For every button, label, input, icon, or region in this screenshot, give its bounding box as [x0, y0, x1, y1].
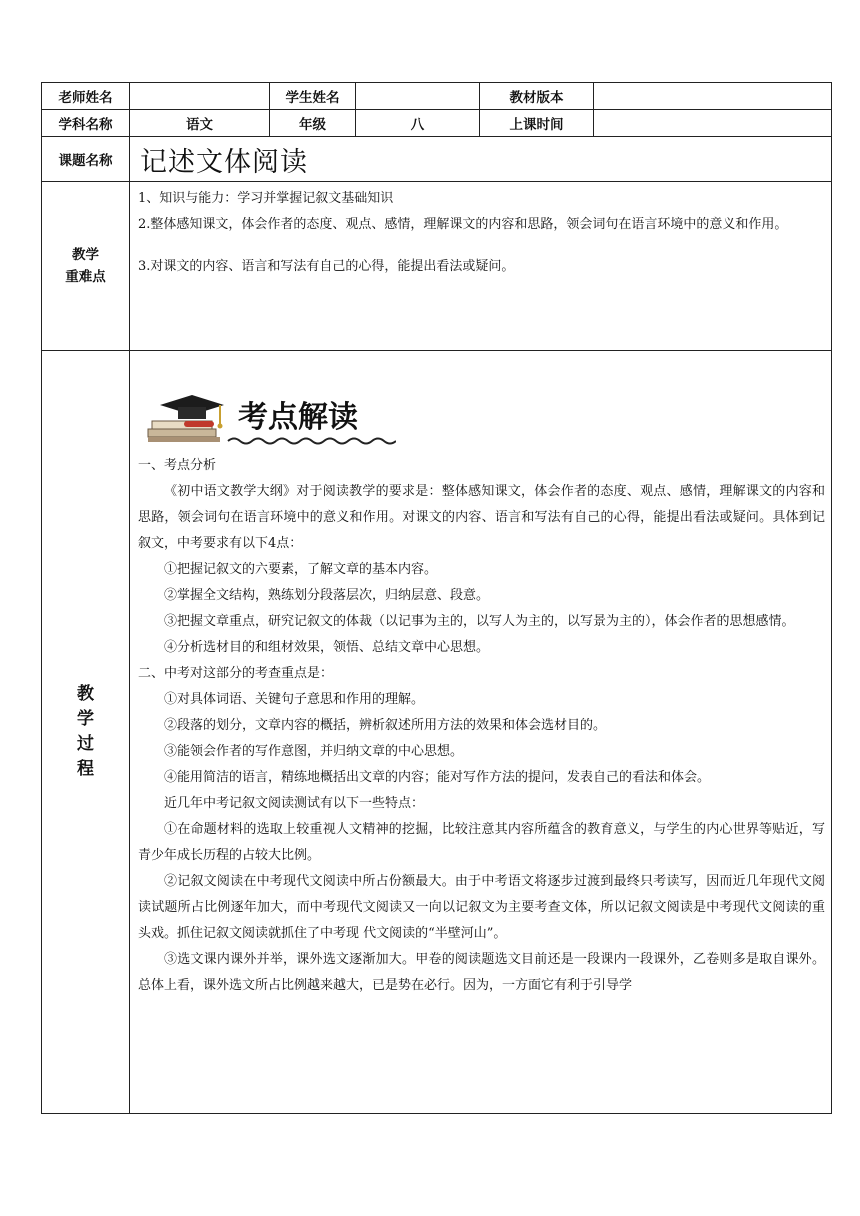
section-heading: 一、考点分析: [138, 458, 217, 473]
goals-label-line1: 教学: [72, 247, 99, 263]
list-item: ③选文课内课外并举，课外选文逐渐加大。甲卷的阅读题选文目前还是一段课内一段课外，乙卷则多是取自课外。总体上看，课外选文所占比例越来越大，已是势在必行。因为，一方面它有利于引导学: [138, 952, 825, 993]
textbook-edition-label: 教材版本: [480, 83, 594, 110]
banner-title: 考点解读: [238, 400, 358, 435]
goal-item-2: 2.整体感知课文，体会作者的态度、观点、感情，理解课文的内容和思路，领会词句在语言环境中的意义和作用。: [138, 217, 788, 232]
goal-item-1: 1、知识与能力：学习并掌握记叙文基础知识: [138, 191, 394, 206]
list-item: ①对具体词语、关键句子意思和作用的理解。: [164, 692, 425, 707]
list-item: ④能用简洁的语言，精练地概括出文章的内容；能对写作方法的提问，发表自己的看法和体会。: [164, 770, 711, 785]
goals-label: [42, 182, 130, 351]
grade-value: 八: [356, 110, 480, 137]
goals-label-line2: 重难点: [65, 269, 106, 285]
topic-label: 课题名称: [42, 137, 130, 182]
list-item: ①把握记叙文的六要素，了解文章的基本内容。: [164, 562, 438, 577]
list-item: ④分析选材目的和组材效果，领悟、总结文章中心思想。: [164, 640, 490, 655]
list-item: ③能领会作者的写作意图，并归纳文章的中心思想。: [164, 744, 464, 759]
class-time-value: [594, 110, 832, 137]
process-body: [138, 453, 825, 999]
goal-item-3: 3.对课文的内容、语言和写法有自己的心得，能提出看法或疑问。: [138, 259, 515, 274]
header-row-1: [42, 83, 832, 110]
student-name-value: [356, 83, 480, 110]
process-label-char-3: 过: [77, 734, 94, 754]
paragraph: 《初中语文教学大纲》对于阅读教学的要求是：整体感知课文，体会作者的态度、观点、感情，理解课文的内容和思路，领会词句在语言环境中的意义和作用。对课文的内容、语言和写法有自己的心得，能提出看法或疑问。具体到记叙文，中考要求有以下4点：: [138, 484, 825, 551]
process-label-char-2: 学: [77, 709, 94, 729]
list-item: ②掌握全文结构，熟练划分段落层次，归纳层意、段意。: [164, 588, 490, 603]
process-label-char-4: 程: [77, 759, 94, 779]
textbook-edition-value: [594, 83, 832, 110]
teacher-name-label: 老师姓名: [42, 83, 130, 110]
class-time-label: 上课时间: [480, 110, 594, 137]
student-name-label: 学生姓名: [270, 83, 356, 110]
goals-content: [130, 182, 832, 351]
lesson-plan-table: [41, 82, 832, 1114]
list-item: ③把握文章重点，研究记叙文的体裁（以记事为主的，以写人为主的，以写景为主的），体会作者的思想感情。: [164, 614, 795, 629]
goals-row: [42, 182, 832, 351]
section-heading: 二、中考对这部分的考查重点是：: [138, 666, 334, 681]
process-label-char-1: 教: [77, 684, 94, 704]
grade-label: 年级: [270, 110, 356, 137]
key-points-banner: [138, 351, 825, 453]
process-label: [42, 351, 130, 1114]
list-item: ①在命题材料的选取上较重视人文精神的挖掘，比较注意其内容所蕴含的教育意义，与学生的内心世界等贴近，写青少年成长历程的占较大比例。: [138, 822, 825, 863]
graduation-cap-books-icon: [146, 391, 396, 447]
teacher-name-value: [130, 83, 270, 110]
subject-label: 学科名称: [42, 110, 130, 137]
process-row: [42, 351, 832, 1114]
process-content: [130, 351, 832, 1114]
topic-row: [42, 137, 832, 182]
topic-title: 记述文体阅读: [130, 137, 832, 182]
list-item: ②记叙文阅读在中考现代文阅读中所占份额最大。由于中考语文将逐步过渡到最终只考读写，因而近几年现代文阅读试题所占比例逐年加大，而中考现代文阅读又一向以记叙文为主要考查文体，所以记叙文阅读是中考现代文阅读的重头戏。抓住记叙文阅读就抓住了中考现 代文阅读的“半壁河山”。: [138, 874, 825, 941]
list-item: ②段落的划分，文章内容的概括，辨析叙述所用方法的效果和体会选材目的。: [164, 718, 607, 733]
subject-value: 语文: [130, 110, 270, 137]
header-row-2: [42, 110, 832, 137]
paragraph: 近几年中考记叙文阅读测试有以下一些特点：: [164, 796, 425, 811]
